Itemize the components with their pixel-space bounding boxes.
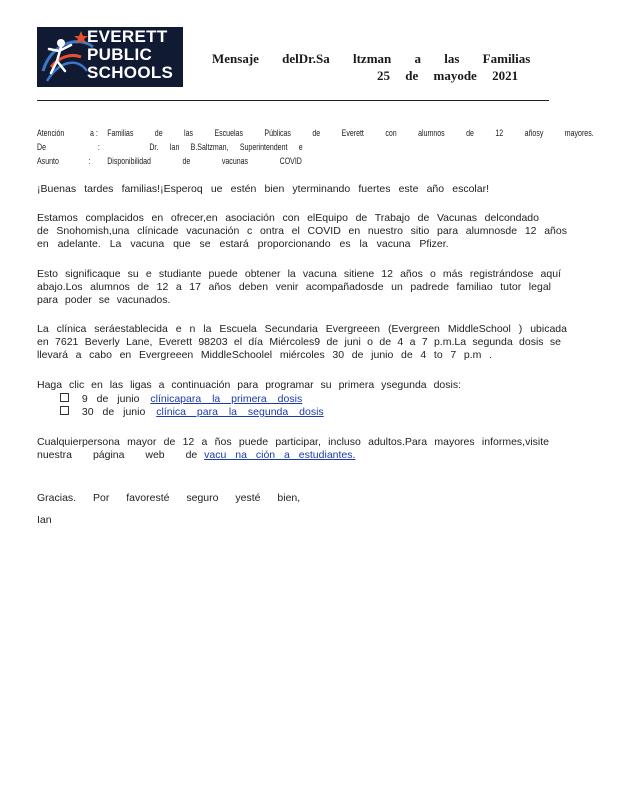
paragraph-clinic-location (37, 323, 567, 362)
meta-subject-value: Disponibilidad de vacunas COVID (107, 156, 302, 166)
paragraph-line: llevará a cabo en Evergreeen MiddleSchoolel miércoles 30 de junio de 4 to 7 p.m . (37, 349, 492, 361)
paragraph-line: abajo.Los alumnos de 12 a 17 años deben venir acompañadosde un padrede familiao tutor legal (37, 281, 551, 293)
paragraph-vaccine-partnership (37, 212, 567, 251)
meta-subject-label: Asunto (37, 156, 59, 166)
paragraph-line: de Snohomish,una clínicade vacunación c ontra el COVID en nuestro sitio para alumnosde 12 años (37, 225, 567, 237)
meta-attention-value: Familias de las Escuelas Públicas de Everett con alumnos de 12 añosy mayores. (107, 128, 594, 138)
logo-line-schools: SCHOOLS (87, 63, 174, 82)
checkbox-bullet-icon (60, 406, 69, 415)
everett-public-schools-logo (37, 27, 183, 87)
closing-line: Gracias. Por favoresté seguro yesté bien, (37, 492, 301, 504)
meta-from-value: Dr. Ian B.Saltzman, Superintendent e (149, 142, 303, 152)
signature-name: Ian (37, 514, 52, 526)
paragraph-line: Haga clic en las ligas a continuación para programar su primera ysegunda dosis: (37, 379, 461, 391)
paragraph-line: en adelante. La vacuna que se estará proporcionando es la vacuna Pfizer. (37, 238, 449, 250)
checkbox-bullet-icon (60, 393, 69, 402)
greeting-paragraph (37, 183, 489, 196)
letter-title: Mensaje delDr.Sa ltzman a las Familias (212, 51, 531, 66)
first-dose-clinic-link[interactable]: clínicapara la primera dosis (150, 393, 303, 405)
signature-block (37, 514, 567, 527)
first-dose-date: 9 de junio (81, 393, 140, 405)
header-divider (37, 100, 549, 101)
greeting-line: ¡Buenas tardes familias!¡Esperoq ue estén bien yterminando fuertes este año escolar! (37, 183, 489, 195)
second-dose-clinic-link[interactable]: clínica para la segunda dosis (156, 406, 324, 418)
logo-wordmark (87, 28, 173, 82)
paragraph-line: Cualquierpersona mayor de 12 a ños puede participar, incluso adultos.Para mayores informes,visite (37, 436, 549, 448)
letter-date: 25 de mayode 2021 (377, 68, 519, 83)
student-vaccination-link[interactable]: vacu na ción a estudiantes. (204, 449, 356, 461)
meta-from-label: De (37, 142, 46, 152)
list-item-first-dose (60, 393, 302, 406)
paragraph-line: para poder se vacunados. (37, 294, 171, 306)
meta-attention-colon: a : (90, 128, 98, 138)
paragraph-line: en 7621 Beverly Lane, Everett 98203 el día Miércoles9 de juni o de 4 a 7 p.m.La segunda dosis se (37, 336, 561, 348)
second-dose-date: 30 de junio (81, 406, 146, 418)
meta-attention-label: Atención (37, 128, 65, 138)
paragraph-links-intro (37, 379, 461, 392)
list-item-second-dose (60, 406, 324, 419)
paragraph-line: La clínica seráestablecida e n la Escuela Secundaria Evergreeen (Evergreen MiddleSchool ) ubicada (37, 323, 567, 335)
meta-from-colon: : (97, 142, 100, 152)
logo-line-public: PUBLIC (87, 45, 153, 64)
paragraph-eligibility (37, 268, 567, 307)
paragraph-line: Esto significaque su e studiante puede obtener la vacuna sitiene 12 años o más registrándose aquí (37, 268, 561, 280)
more-info-prefix: nuestra página web de (37, 449, 198, 461)
meta-subject-colon: : (88, 156, 91, 166)
paragraph-line-with-link (37, 449, 567, 462)
paragraph-more-info (37, 436, 567, 462)
paragraph-line: Estamos complacidos en ofrecer,en asociación con elEquipo de Trabajo de Vacunas delcondado (37, 212, 539, 224)
logo-line-everett: EVERETT (87, 27, 168, 46)
closing-paragraph (37, 492, 567, 505)
